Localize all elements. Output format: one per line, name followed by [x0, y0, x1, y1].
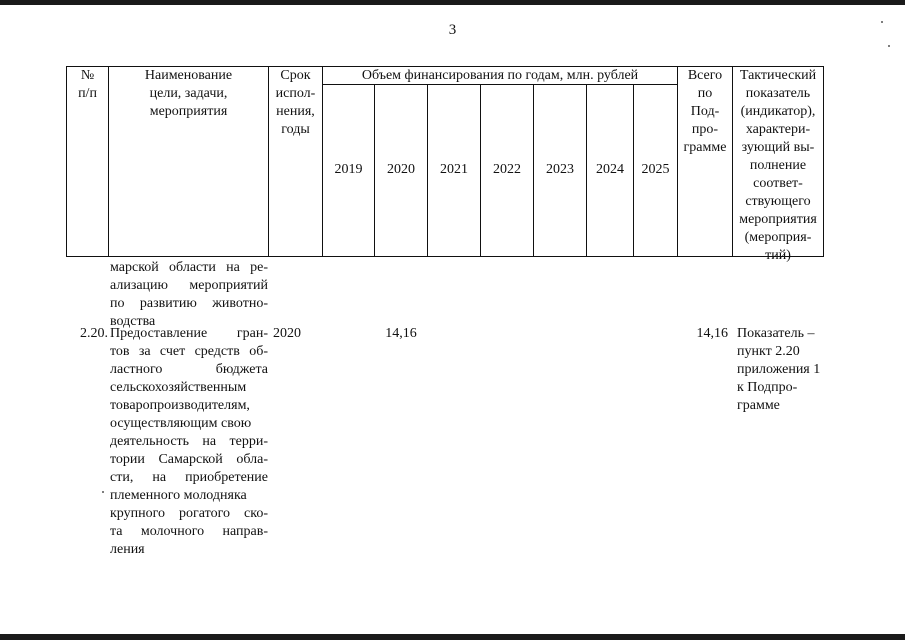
row-indicator: Показатель – пункт 2.20 приложения 1 к Подпро- грамме [737, 326, 821, 413]
row-term: 2020 [273, 326, 301, 341]
table-header [66, 66, 824, 263]
page-number: 3 [448, 22, 457, 38]
col-line-12 [823, 66, 824, 256]
year-2019: 2019 [334, 162, 363, 177]
row-value-2020: 14,16 [385, 326, 417, 341]
bottom-scan-border [0, 634, 905, 640]
year-2020: 2020 [387, 162, 415, 177]
year-2023: 2023 [546, 162, 574, 177]
year-2021: 2021 [440, 162, 468, 177]
header-col-term: Срок испол- нения, годы [275, 68, 316, 137]
continuation-text: марской области на ре- ализацию мероприятий по развитию животно- водства [110, 260, 268, 329]
header-bottom-line [66, 256, 824, 257]
row-number: 2.20. [80, 326, 108, 341]
scan-speck [102, 491, 104, 493]
col-line-3 [322, 66, 323, 256]
top-scan-border [0, 0, 905, 5]
row-total: 14,16 [696, 326, 728, 341]
year-2024: 2024 [596, 162, 624, 177]
year-2025: 2025 [641, 162, 670, 177]
header-col-indicator: Тактический показатель (индикатор), характери- зующий вы- полнение соответ- ствующего мероприятия (мероприя- тий) [739, 68, 817, 263]
header-col-name: Наименование цели, задачи, мероприятия [144, 68, 233, 119]
header-col-funding: Объем финансирования по годам, млн. рублей [361, 68, 639, 83]
year-2022: 2022 [493, 162, 521, 177]
header-col-number: № п/п [78, 68, 97, 101]
header-col-total: Всего по Под- про- грамме [683, 68, 727, 155]
scan-speck [888, 45, 890, 47]
scan-speck [881, 21, 883, 23]
row-name: Предоставление гран- тов за счет средств об- ластного бюджета сельскохозяйственным товаропроизводителям, осуществляющим свою деятельность на терри- тории Самарской обла- сти, на приобретение племенного молодняка крупного рогатого ско- та молочного направ- ления [110, 326, 268, 557]
